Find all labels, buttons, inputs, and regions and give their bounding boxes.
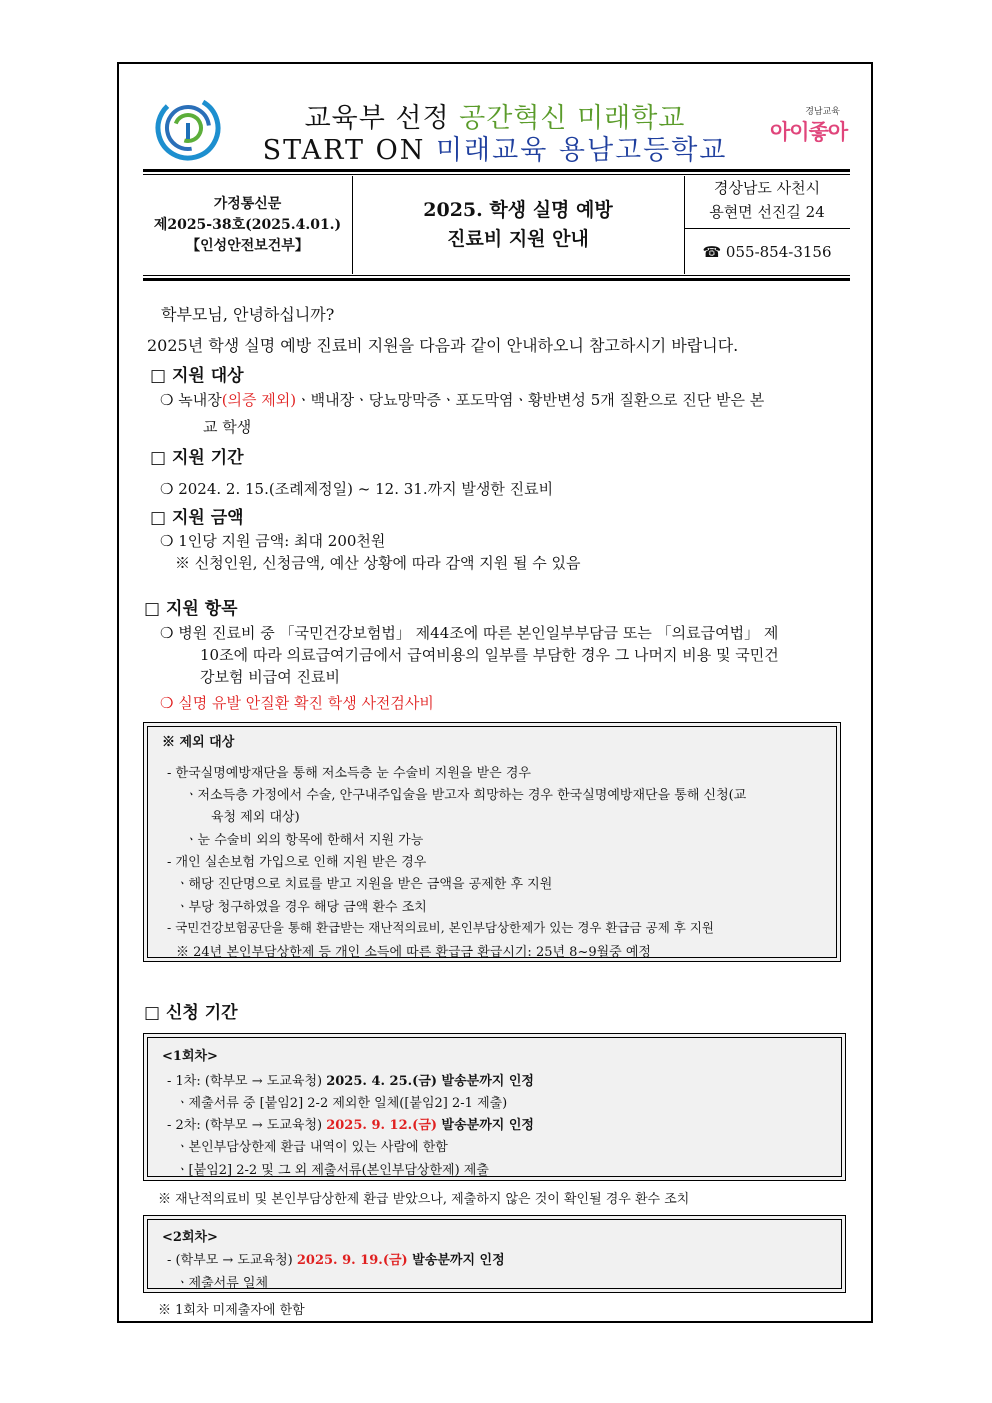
school-address <box>684 176 850 228</box>
items-line-1: ❍ 병원 진료비 중 「국민건강보험법」 제44조에 따른 본인일부부담금 또는 「의료급여법」 제 <box>160 624 779 642</box>
notice-dept: 【인성안전보건부】 <box>186 237 309 254</box>
header-rule-top-thin <box>143 174 850 175</box>
round1-line-3: - 2차: (학부모 → 도교육청) 2025. 9. 12.(금) 발송분까지 인정 <box>167 1118 534 1133</box>
items-red-line: ❍ 실명 유발 안질환 확진 학생 사전검사비 <box>160 694 434 712</box>
exclusion-line: - 한국실명예방재단을 통해 저소득층 눈 수술비 지원을 받은 경우 <box>167 766 531 781</box>
greeting: 학부모님, 안녕하십니까? <box>161 305 335 324</box>
exclusion-line: ㆍ해당 진단명으로 치료를 받고 지원을 받은 금액을 공제한 후 지원 <box>176 877 553 892</box>
address-line-2: 용현면 선진길 24 <box>709 203 825 221</box>
notice-type: 가정통신문 <box>213 195 282 212</box>
exclusion-title: ※ 제외 대상 <box>162 735 235 750</box>
logo-main-text: 아이좋아 <box>770 120 848 144</box>
section-apply-title: □ 신청 기간 <box>144 1003 238 1023</box>
round1-line-5: ㆍ[붙임2] 2-2 및 그 외 제출서류(본인부담상한제) 제출 <box>176 1163 489 1178</box>
section-target-title: □ 지원 대상 <box>150 366 244 386</box>
exclusion-line: ㆍ눈 수술비 외의 항목에 한해서 지원 가능 <box>185 833 424 848</box>
round2-line-1: - (학부모 → 도교육청) 2025. 9. 19.(금) 발송분까지 인정 <box>167 1253 505 1268</box>
amount-item: ❍ 1인당 지원 금액: 최대 200천원 <box>160 532 386 550</box>
address-line-1: 경상남도 사천시 <box>713 179 821 197</box>
subject-line-2: 진료비 지원 안내 <box>447 228 589 250</box>
section-amount-title: □ 지원 금액 <box>150 508 244 528</box>
round2-title: <2회차> <box>162 1230 218 1245</box>
school-phone: ☎ 055-854-3156 <box>684 228 850 275</box>
target-item: ❍ 녹내장(의증 제외)ㆍ백내장ㆍ당뇨망막증ㆍ포도막염ㆍ황반변성 5개 질환으로 진단 받은 본 <box>160 391 765 409</box>
exclusion-line: - 국민건강보험공단을 통해 환급받는 재난적의료비, 본인부담상한제가 있는 경우 환급금 공제 후 지원 <box>167 920 714 935</box>
exclusion-line: ㆍ저소득층 가정에서 수술, 안구내주입술을 받고자 희망하는 경우 한국실명예방재단을 통해 신청(교 <box>185 788 747 803</box>
school-logo-icon <box>155 95 221 161</box>
notice-number: 제2025-38호(2025.4.01.) <box>153 216 342 233</box>
round1-title: <1회차> <box>162 1049 218 1064</box>
exclusion-line: - 개인 실손보험 가입으로 인해 지원 받은 경우 <box>167 855 427 870</box>
header-rule-bottom <box>143 278 850 281</box>
notice-subject <box>352 176 685 274</box>
intro: 2025년 학생 실명 예방 진료비 지원을 다음과 같이 안내하오니 참고하시기 바랍니다. <box>147 336 739 355</box>
notice-info <box>143 176 353 274</box>
header-rule-bottom-thin <box>143 275 850 276</box>
round1-note: ※ 재난적의료비 및 본인부담상한제 환급 받았으나, 제출하지 않은 것이 확인될 경우 환수 조치 <box>158 1192 690 1207</box>
section-items-title: □ 지원 항목 <box>144 599 238 619</box>
amount-note: ※ 신청인원, 신청금액, 예산 상황에 따라 감액 지원 될 수 있음 <box>175 554 581 572</box>
exclusion-line: 육청 제외 대상) <box>211 810 300 825</box>
gyeongnam-edu-logo <box>768 104 848 150</box>
period-item: ❍ 2024. 2. 15.(조례제정일) ~ 12. 31.까지 발생한 진료비 <box>160 480 554 498</box>
section-period-title: □ 지원 기간 <box>150 448 244 468</box>
items-line-3: 강보험 비급여 진료비 <box>200 668 340 686</box>
title-line-1: 교육부 선정 공간혁신 미래학교 <box>304 103 686 134</box>
items-line-2: 10조에 따라 의료급여기금에서 급여비용의 일부를 부담한 경우 그 나머지 비용 및 국민건 <box>200 646 779 664</box>
target-item-cont: 교 학생 <box>203 418 252 436</box>
exclusion-line: ㆍ부당 청구하였을 경우 해당 금액 환수 조치 <box>176 900 427 915</box>
title-line-2: START ON 미래교육 용남고등학교 <box>262 135 728 166</box>
round2-note: ※ 1회차 미제출자에 한함 <box>158 1303 305 1318</box>
round1-line-4: ㆍ본인부담상한제 환급 내역이 있는 사람에 한함 <box>176 1140 448 1155</box>
header-rule-top <box>143 169 850 172</box>
logo-small-text: 경남교육 <box>805 107 840 117</box>
exclusion-line: ※ 24년 본인부담상한제 등 개인 소득에 따른 환급금 환급시기: 25년 8~9월중 예정 <box>176 945 651 960</box>
subject-line-1: 2025. 학생 실명 예방 <box>423 199 613 221</box>
round1-line-2: ㆍ제출서류 중 [붙임2] 2-2 제외한 일체([붙임2] 2-1 제출) <box>176 1096 508 1111</box>
round2-line-2: ㆍ제출서류 일체 <box>176 1276 269 1291</box>
round1-line-1: - 1차: (학부모 → 도교육청) 2025. 4. 25.(금) 발송분까지 인정 <box>167 1074 534 1089</box>
